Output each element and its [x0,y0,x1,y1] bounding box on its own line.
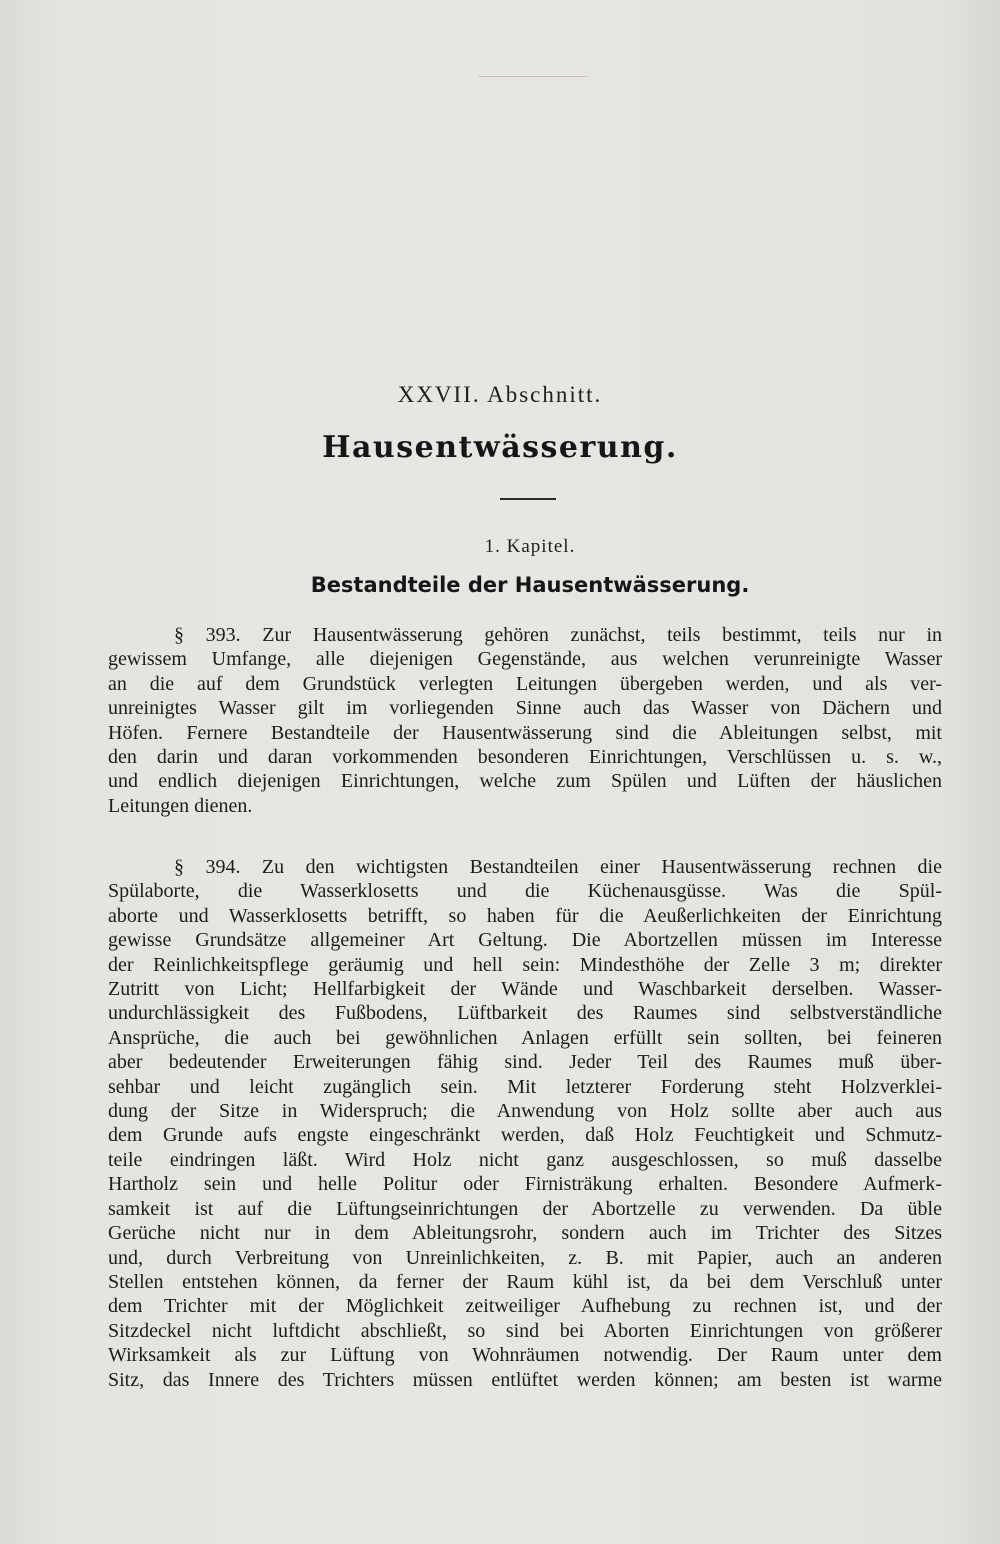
title-divider [500,498,556,500]
chapter-label: 1. Kapitel. [484,536,576,557]
text-line: dem Trichter mit der Möglichkeit zeitweiliger Aufhebung zu rechnen ist, und der [108,1295,942,1318]
text-line: Sitzdeckel nicht luftdicht abschließt, so sind bei Aborten Einrichtungen von größerer [108,1319,942,1342]
faint-header-rule [478,76,588,77]
text-line: Spülaborte, die Wasserklosetts und die Küchenausgüsse. Was die Spül- [108,880,942,903]
text-line: der Reinlichkeitspflege geräumig und hell sein: Mindesthöhe der Zelle 3 m; direkter [108,953,942,976]
text-line: Zutritt von Licht; Hellfarbigkeit der Wände und Waschbarkeit derselben. Wasser- [108,978,942,1001]
page-title: Hausentwässerung. [322,430,678,465]
text-line: gewissem Umfange, alle diejenigen Gegenstände, aus welchen verunreinigte Wasser [108,648,942,671]
text-line: § 393. Zur Hausentwässerung gehören zunächst, teils bestimmt, teils nur in [174,624,942,646]
text-line: aborte und Wasserklosetts betrifft, so haben für die Aeußerlichkeiten der Einrichtung [108,904,942,927]
text-line: undurchlässigkeit des Fußbodens, Lüftbarkeit des Raumes sind selbstverständliche [108,1002,942,1025]
text-line: und endlich diejenigen Einrichtungen, welche zum Spülen und Lüften der häuslichen [108,770,942,793]
text-line: samkeit ist auf die Lüftungseinrichtungen der Abortzelle zu verwenden. Da üble [108,1197,942,1220]
text-line: sehbar und leicht zugänglich sein. Mit letzterer Forderung steht Holzverklei- [108,1075,942,1098]
text-line: Stellen entstehen können, da ferner der Raum kühl ist, da bei dem Verschluß unter [108,1270,942,1293]
text-line: dem Grunde aufs engste eingeschränkt werden, daß Holz Feuchtigkeit und Schmutz- [108,1124,942,1147]
text-line: den darin und daran vorkommenden besonderen Einrichtungen, Verschlüssen u. s. w., [108,746,942,769]
text-line: an die auf dem Grundstück verlegten Leitungen übergeben werden, und als ver- [108,672,942,695]
text-line: unreinigtes Wasser gilt im vorliegenden Sinne auch das Wasser von Dächern und [108,697,942,720]
text-line: § 394. Zu den wichtigsten Bestandteilen einer Hausentwässerung rechnen die [174,856,942,878]
text-line: Hartholz sein und helle Politur oder Firnisträkung erhalten. Besondere Aufmerk- [108,1173,942,1196]
text-line: Gerüche nicht nur in dem Ableitungsrohr, sondern auch im Trichter des Sitzes [108,1222,942,1245]
text-line: dung der Sitze in Widerspruch; die Anwendung von Holz sollte aber auch aus [108,1100,942,1123]
text-line: teile eindringen läßt. Wird Holz nicht ganz ausgeschlossen, so muß dasselbe [108,1148,942,1171]
text-line: Sitz, das Innere des Trichters müssen entlüftet werden können; am besten ist warme [108,1368,942,1391]
text-line: Leitungen dienen. [108,794,253,817]
section-title: XXVII. Abschnitt. [397,382,603,407]
text-line: gewisse Grundsätze allgemeiner Art Geltung. Die Abortzellen müssen im Interesse [108,929,942,952]
text-line: Ansprüche, die auch bei gewöhnlichen Anlagen erfüllt sein sollten, bei feineren [108,1026,942,1049]
paragraph-394 [108,855,942,1392]
text-line: und, durch Verbreitung von Unreinlichkeiten, z. B. mit Papier, auch an anderen [108,1246,942,1269]
paragraph-393 [108,623,942,818]
text-line: Höfen. Fernere Bestandteile der Hausentwässerung sind die Ableitungen selbst, mit [108,721,942,744]
chapter-title: Bestandteile der Hausentwässerung. [310,573,750,597]
text-line: Wirksamkeit als zur Lüftung von Wohnräumen notwendig. Der Raum unter dem [108,1344,942,1367]
text-line: aber bedeutender Erweiterungen fähig sind. Jeder Teil des Raumes muß über- [108,1051,942,1074]
